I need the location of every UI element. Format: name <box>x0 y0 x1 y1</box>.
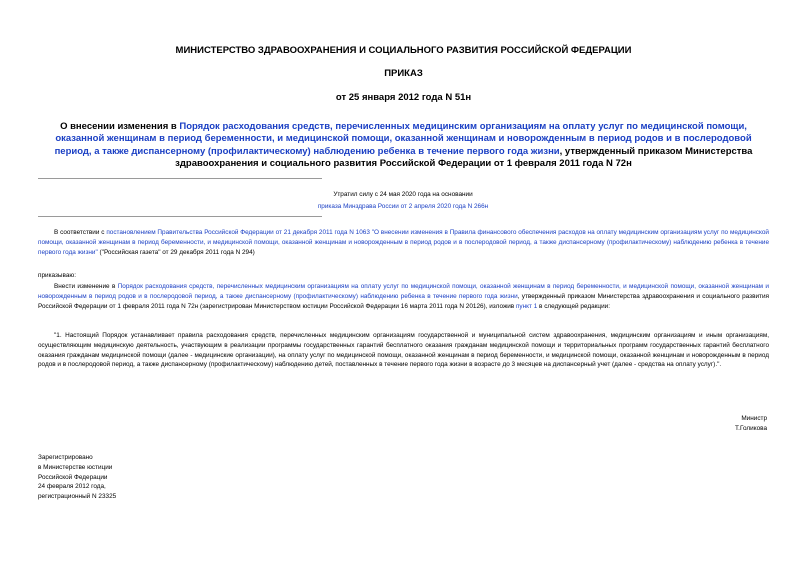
title-link[interactable]: Порядок расходования средств, перечисленных медицинским организациям на оплату услуг по медицинской помощи, оказанной женщинам в период беременности, и медицинской помощи, оказанной женщинам и новорожденным в период родов и в послеродовой период, а также диспансерному (профилактическому) наблюдению ребенка в течение первого года жизни <box>54 121 752 157</box>
status-text: Утратил силу с 24 мая 2020 года на основании <box>333 191 473 198</box>
new-text-paragraph: "1. Настоящий Порядок устанавливает правила расходования средств, перечисленных медицинским организациям государственной и муниципальной систем здравоохранения, медицинским организациям и иным организациям, осуществляющим медицинскую деятельность, участвующим в реализации программы государственных гарантий бесплатного оказания гражданам медицинской помощи и территориальных программ государственных гарантий бесплатного оказания гражданам медицинской помощи (далее - медицинские организации), на оплату услуг по медицинской помощи, оказанной женщинам в период беременности, и медицинской помощи, оказанной женщинам и новорожденным в период родов и в послеродовой период, а также диспансерному (профилактическому) наблюдению детей, поставленных в течение первого года жизни в возрасте до 3 месяцев на диспансерный учет (далее - средства на оплату услуг).". <box>38 332 769 369</box>
preamble-paragraph <box>38 228 769 257</box>
resolution-link[interactable]: постановлением Правительства Российской Федерации от 21 декабря 2011 года N 1063 "О внесении изменения в Правила финансового обеспечения расходов на оплату медицинским организациям услуг по медицинской помощи, оказанной женщинам в период беременности, и медицинской помощи, оказанной женщинам и новорожденным в период родов и в послеродовой период, а также диспансерному (профилактическому) наблюдению ребенка в течение первого года жизни" <box>38 229 769 256</box>
registration-line-4: 24 февраля 2012 года, <box>38 483 106 491</box>
preamble-prefix: В соответствии с <box>54 229 107 236</box>
title-suffix: , утвержденный приказом Министерства здравоохранения и социального развития Российской Федерации от 1 февраля 2011 года N 72н <box>175 145 753 169</box>
registration-line-2: в Министерстве юстиции <box>38 463 113 471</box>
title-prefix: О внесении изменения в <box>60 121 180 132</box>
registration-line-1: Зарегистрировано <box>38 454 93 461</box>
amendment-prefix: Внести изменение в <box>54 283 118 290</box>
preamble-suffix: ("Российская газета" от 29 декабря 2011 года N 294) <box>97 248 255 256</box>
order-word: приказываю: <box>38 272 76 279</box>
registration-line-5: регистрационный N 23325 <box>38 493 117 501</box>
procedure-link[interactable]: Порядок расходования средств, перечисленных медицинским организациям на оплату услуг по медицинской помощи, оказанной женщинам в период беременности, и медицинской помощи, оказанной женщинам и новорожденным в период родов и в послеродовой период, а также диспансерному (профилактическому) наблюдению ребенка в течение первого года жизни <box>38 283 769 300</box>
registration-block <box>38 453 116 502</box>
amendment-middle: , утвержденный приказом Министерства здравоохранения и социального развития Российской Федерации от 1 февраля 2011 года N 72н (зарегистрирован Министерством юстиции Российской Федерации 16 марта 2011 года N 20126), изложив <box>38 292 769 310</box>
status-divider-top <box>38 178 322 179</box>
doc-type-heading: ПРИКАЗ <box>384 68 423 79</box>
ministry-heading: МИНИСТЕРСТВО ЗДРАВООХРАНЕНИЯ И СОЦИАЛЬНОГО РАЗВИТИЯ РОССИЙСКОЙ ФЕДЕРАЦИИ <box>175 45 632 56</box>
amendment-suffix: в следующей редакции: <box>537 302 610 310</box>
status-divider-bottom <box>38 216 322 217</box>
status-link[interactable]: приказа Минздрава России от 2 апреля 2020 года N 266н <box>317 203 489 210</box>
signature-block <box>735 414 767 434</box>
clause-link[interactable]: пункт 1 <box>515 302 538 310</box>
registration-line-3: Российской Федерации <box>38 473 108 481</box>
signature-title: Министр <box>741 415 767 422</box>
signature-name: Т.Голикова <box>734 424 767 432</box>
date-number-heading: от 25 января 2012 года N 51н <box>335 92 472 103</box>
amendment-paragraph <box>38 282 769 311</box>
document-title <box>40 121 767 170</box>
